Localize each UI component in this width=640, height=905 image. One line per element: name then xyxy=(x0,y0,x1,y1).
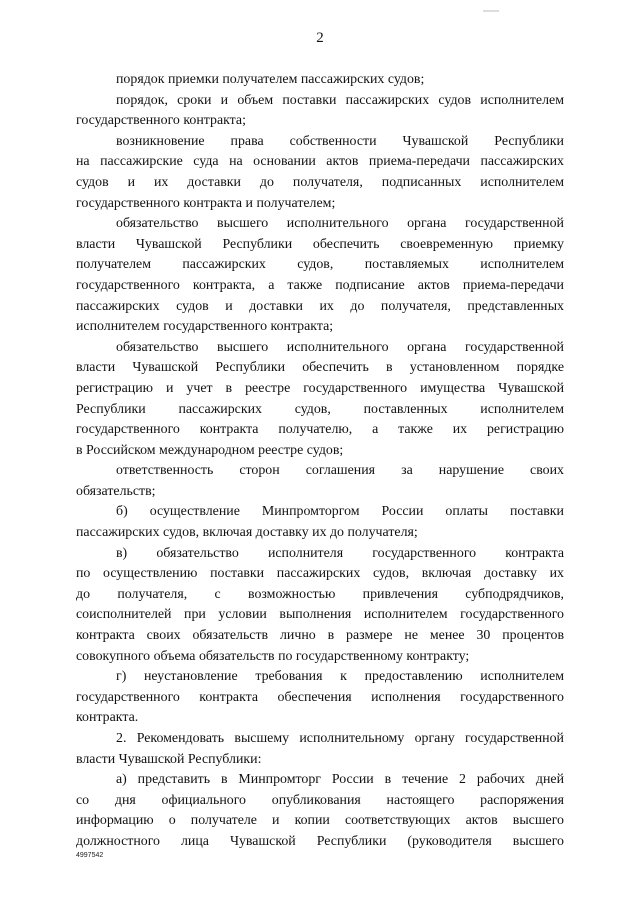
text-line: порядок приемки получателем пассажирских судов; xyxy=(116,72,425,87)
text-line: исполнителем государственного контракта; xyxy=(76,319,334,335)
scan-corner-mark xyxy=(483,0,499,3)
paragraph xyxy=(76,214,564,338)
text-line: государственного контракта и получателем; xyxy=(76,195,336,211)
paragraph xyxy=(76,461,564,502)
text-line: Республики пассажирских судов, поставленных исполнителем xyxy=(76,401,564,417)
document-body xyxy=(76,70,564,853)
paragraph xyxy=(76,70,564,91)
text-line: ответственность сторон соглашения за нарушение своих xyxy=(116,463,564,479)
text-line: контракта своих обязательств лично в размере не менее 30 процентов xyxy=(76,628,564,644)
paragraph xyxy=(76,132,564,214)
paragraph xyxy=(76,544,564,668)
paragraph xyxy=(76,502,564,543)
text-line: со дня официального опубликования настоящего распоряжения xyxy=(76,792,564,808)
text-line: г) неустановление требования к предоставлению исполнителем xyxy=(116,669,564,685)
text-line: порядок, сроки и объем поставки пассажирских судов исполнителем xyxy=(116,92,564,108)
text-line: государственного контракта, а также подписание актов приема-передачи xyxy=(76,277,564,293)
text-line: 2. Рекомендовать высшему исполнительному органу государственной xyxy=(116,731,564,746)
text-line: обязательство высшего исполнительного органа государственной xyxy=(116,216,564,232)
text-line: власти Чувашской Республики обеспечить в установленном порядке xyxy=(76,360,564,376)
text-line: регистрацию и учет в реестре государственного имущества Чувашской xyxy=(76,380,564,396)
paragraph xyxy=(76,91,564,132)
text-line: возникновение права собственности Чувашской Республики xyxy=(116,133,564,149)
text-line: государственного контракта обеспечения исполнения государственного xyxy=(76,689,564,705)
text-line: судов и их доставки до получателя, подписанных исполнителем xyxy=(76,174,564,190)
text-line: б) осуществление Минпромторгом России оплаты поставки xyxy=(116,504,564,520)
text-line: власти Чувашской Республики: xyxy=(76,751,262,767)
document-code: 4997542 xyxy=(76,852,104,859)
text-line: до получателя, с возможностью привлечения субподрядчиков, xyxy=(76,586,564,602)
paragraph xyxy=(76,770,564,852)
paragraph xyxy=(76,338,564,462)
text-line: совокупного объема обязательств по государственному контракту; xyxy=(76,648,470,664)
page-number: 2 xyxy=(316,30,324,46)
text-line: власти Чувашской Республики обеспечить своевременную приемку xyxy=(76,236,564,252)
text-line: на пассажирские суда на основании актов приема-передачи пассажирских xyxy=(76,154,564,170)
text-line: государственного контракта; xyxy=(76,113,246,129)
text-line: а) представить в Минпромторг России в течение 2 рабочих дней xyxy=(116,772,564,788)
text-line: соисполнителей при условии выполнения исполнителем государственного xyxy=(76,607,564,623)
text-line: пассажирских судов и доставки их до получателя, представленных xyxy=(76,298,564,314)
text-line: контракта. xyxy=(76,710,139,726)
text-line: государственного контракта получателю, а также их регистрацию xyxy=(76,422,564,438)
text-line: получателем пассажирских судов, поставляемых исполнителем xyxy=(76,257,564,273)
text-line: информацию о получателе и копии соответствующих актов высшего xyxy=(76,813,564,829)
text-line: обязательство высшего исполнительного органа государственной xyxy=(116,339,564,355)
text-line: должностного лица Чувашской Республики (руководителя высшего xyxy=(76,833,564,849)
paragraph xyxy=(76,667,564,729)
text-line: по осуществлению поставки пассажирских судов, включая доставку их xyxy=(76,566,564,582)
text-line: обязательств; xyxy=(76,483,156,499)
text-line: в Российском международном реестре судов; xyxy=(76,442,344,458)
text-line: пассажирских судов, включая доставку их до получателя; xyxy=(76,525,418,541)
text-line: в) обязательство исполнителя государственного контракта xyxy=(116,545,564,561)
paragraph xyxy=(76,729,564,770)
